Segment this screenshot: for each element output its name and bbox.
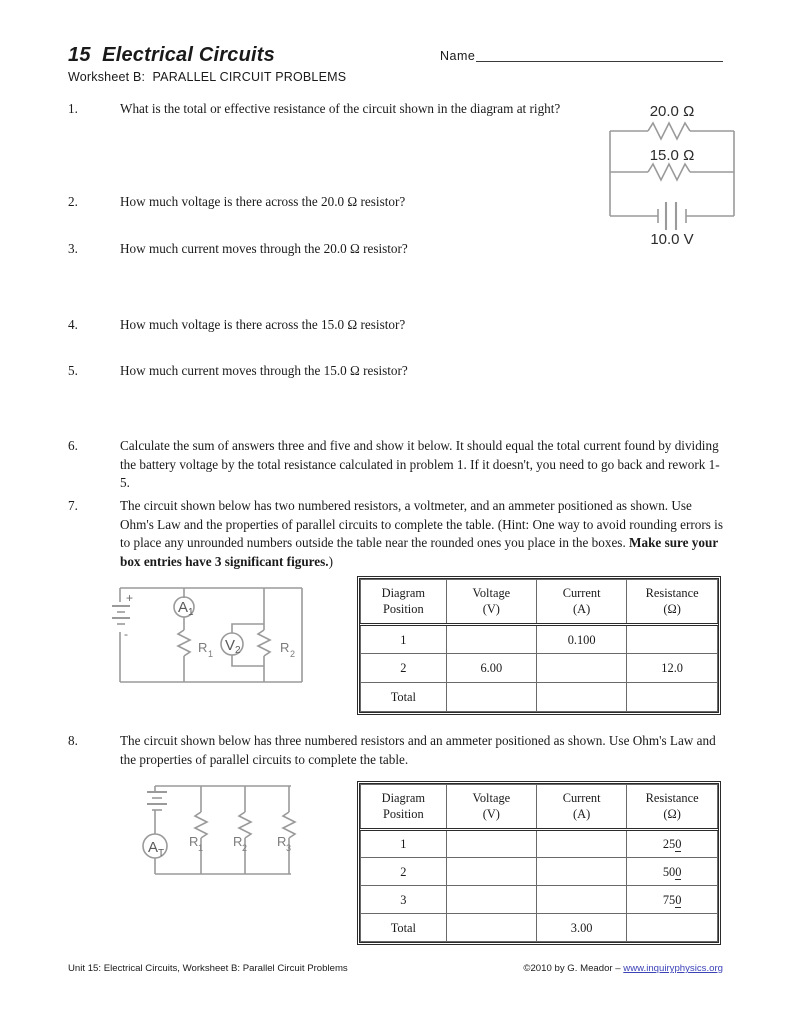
diagram7-battery-minus: - — [124, 627, 128, 641]
table8-r1-voltage[interactable] — [446, 830, 536, 858]
diagram8-ammeter-sub: T — [158, 848, 165, 859]
table8-r2-resistance[interactable] — [627, 858, 718, 886]
table7-total-voltage[interactable] — [446, 683, 536, 712]
question-4-number: 4. — [68, 317, 78, 332]
table7-total-position: Total — [361, 683, 447, 712]
table8-total-voltage[interactable] — [446, 914, 536, 942]
table8-r1-resistance[interactable] — [627, 830, 718, 858]
diagram7-voltmeter-label: V — [225, 637, 236, 654]
table8-header-voltage-l1: Voltage — [472, 791, 511, 805]
table7-header-row — [361, 580, 718, 625]
table8-header-position — [361, 785, 447, 830]
diagram8-resistor1-sub: 1 — [198, 843, 204, 853]
question-4-text: How much voltage is there across the 15.0 Ω resistor? — [120, 317, 406, 332]
question-3-number: 3. — [68, 241, 78, 256]
question-7-text — [120, 497, 723, 572]
diagram8-resistor2-sub: 2 — [242, 843, 248, 853]
question-6-number: 6. — [68, 438, 78, 453]
table7-header-position-l2: Position — [383, 602, 424, 617]
question-6 — [68, 437, 723, 493]
footer-copyright: ©2010 by G. Meador – — [523, 963, 624, 974]
table7-total-current[interactable] — [536, 683, 626, 712]
table8-header-position-l2: Position — [383, 807, 424, 822]
table7-r2-voltage[interactable]: 6.00 — [446, 654, 536, 683]
diagram8-resistor3-label: R — [277, 834, 287, 849]
table-row — [361, 886, 718, 914]
circuit-diagram-1 — [592, 98, 752, 253]
diagram8-resistor2-label: R — [233, 834, 243, 849]
table7-header-current — [536, 580, 626, 625]
table-row — [361, 858, 718, 886]
table8-r3-current[interactable] — [536, 886, 626, 914]
table-row — [361, 625, 718, 654]
question-3 — [68, 240, 548, 259]
question-4 — [68, 316, 548, 335]
table8-r3-resistance[interactable] — [627, 886, 718, 914]
question-8-text: The circuit shown below has three numbered resistors and an ammeter positioned as shown. Use Ohm's Law and the properties of parallel circuits to complete the table. — [120, 733, 716, 767]
table8-r1-resistance-value: 25 — [662, 837, 676, 852]
title-text: Electrical Circuits — [102, 44, 275, 66]
table8-r3-position: 3 — [361, 886, 447, 914]
table7-header-voltage-l2: (V) — [482, 602, 500, 617]
table8-total-position: Total — [361, 914, 447, 942]
diagram1-bottom-resistor-label: 15.0 Ω — [649, 147, 695, 164]
table-row — [361, 914, 718, 942]
table7-header-voltage — [446, 580, 536, 625]
table8-r3-voltage[interactable] — [446, 886, 536, 914]
footer-website-link[interactable]: www.inquiryphysics.org — [623, 963, 723, 974]
table8-r3-resistance-sigfig: 0 — [675, 892, 682, 907]
table8-r2-current[interactable] — [536, 858, 626, 886]
table8-header-voltage — [446, 785, 536, 830]
question-1-number: 1. — [68, 101, 78, 116]
table7-header-resistance — [627, 580, 718, 625]
table8-total-resistance[interactable] — [627, 914, 718, 942]
question-8 — [68, 732, 723, 769]
table7-header-current-l1: Current — [562, 586, 601, 600]
question-5-number: 5. — [68, 363, 78, 378]
table8-header-position-l1: Diagram — [381, 791, 426, 805]
table-row — [361, 654, 718, 683]
circuit-diagram-7 — [112, 580, 312, 697]
table8-header-current-l2: (A) — [573, 807, 591, 822]
table8-r2-voltage[interactable] — [446, 858, 536, 886]
table8-header-row — [361, 785, 718, 830]
table-question-8 — [357, 781, 721, 945]
question-2-number: 2. — [68, 194, 78, 209]
circuit-diagram-8 — [133, 778, 308, 888]
table7-r1-resistance[interactable] — [627, 625, 718, 654]
question-2 — [68, 193, 548, 212]
question-7-text-part1: The circuit shown below has two numbered resistors, a voltmeter, and an ammeter positioned as shown. Use Ohm's Law and the properties of parallel circuits to complete the table. (Hint: One way to avoid rounding errors is to place any unrounded numbers outside the table near the rounded ones you place in the boxes. — [120, 498, 723, 551]
table8-r3-resistance-value: 75 — [662, 892, 676, 907]
table7-total-resistance[interactable] — [627, 683, 718, 712]
table8-header-voltage-l2: (V) — [482, 807, 500, 822]
diagram7-resistor1-sub: 1 — [208, 649, 214, 659]
table8-r2-position: 2 — [361, 858, 447, 886]
table8-r2-resistance-value: 50 — [662, 864, 676, 879]
question-5-text: How much current moves through the 15.0 Ω resistor? — [120, 363, 408, 378]
diagram8-ammeter-label: A — [148, 839, 159, 856]
diagram7-ammeter-sub: 1 — [188, 607, 194, 618]
table8-header-current-l1: Current — [562, 791, 601, 805]
diagram8-resistor1-label: R — [189, 834, 199, 849]
diagram7-ammeter-label: A — [178, 599, 189, 616]
page-footer — [68, 963, 723, 974]
table8-header-current — [536, 785, 626, 830]
table7-r1-position: 1 — [361, 625, 447, 654]
question-7 — [68, 497, 723, 572]
question-1 — [68, 100, 588, 119]
table8-r1-current[interactable] — [536, 830, 626, 858]
table-row — [361, 683, 718, 712]
question-7-number: 7. — [68, 498, 78, 513]
footer-left-text: Unit 15: Electrical Circuits, Worksheet B: Parallel Circuit Problems — [68, 963, 348, 974]
table7-header-resistance-l2: (Ω) — [663, 602, 681, 617]
table7-header-position-l1: Diagram — [381, 586, 426, 600]
table7-r2-current[interactable] — [536, 654, 626, 683]
table8-total-current[interactable]: 3.00 — [536, 914, 626, 942]
page-title — [68, 44, 275, 67]
question-7-text-bold: Make sure your box entries have 3 significant figures. — [120, 535, 718, 570]
diagram7-voltmeter-sub: 2 — [235, 645, 241, 656]
table7-r1-current[interactable]: 0.100 — [536, 625, 626, 654]
name-field[interactable] — [440, 50, 723, 63]
question-3-text: How much current moves through the 20.0 Ω resistor? — [120, 241, 408, 256]
diagram1-top-resistor-label: 20.0 Ω — [649, 103, 695, 120]
unit-number: 15 — [68, 44, 91, 66]
table-row — [361, 830, 718, 858]
table8-header-resistance-l1: Resistance — [645, 791, 699, 805]
diagram7-resistor2-sub: 2 — [290, 649, 296, 659]
diagram8-resistor3-sub: 3 — [286, 843, 292, 853]
diagram7-battery-plus: + — [126, 591, 134, 605]
name-blank-line[interactable] — [476, 61, 723, 62]
table7-header-voltage-l1: Voltage — [472, 586, 511, 600]
table-question-7 — [357, 576, 721, 715]
table7-header-position — [361, 580, 447, 625]
name-label: Name — [440, 49, 476, 63]
table8-r1-resistance-sigfig: 0 — [675, 837, 682, 852]
question-6-text: Calculate the sum of answers three and five and show it below. It should equal the total current found by dividing the battery voltage by the total resistance calculated in problem 1. If it doesn't, you need to go back and rework 1-5. — [120, 438, 720, 491]
footer-right — [523, 963, 723, 974]
table7-r2-position: 2 — [361, 654, 447, 683]
question-7-text-part2: ) — [328, 554, 333, 570]
diagram1-battery-label: 10.0 V — [650, 231, 694, 248]
worksheet-subtitle: Worksheet B: PARALLEL CIRCUIT PROBLEMS — [68, 70, 347, 84]
question-1-text: What is the total or effective resistance of the circuit shown in the diagram at right? — [120, 101, 561, 116]
diagram7-resistor2-label: R — [280, 640, 290, 655]
table7-header-resistance-l1: Resistance — [645, 586, 699, 600]
table7-r1-voltage[interactable] — [446, 625, 536, 654]
table7-r2-resistance[interactable]: 12.0 — [627, 654, 718, 683]
question-2-text: How much voltage is there across the 20.0 Ω resistor? — [120, 194, 406, 209]
question-8-number: 8. — [68, 733, 78, 748]
table7-header-current-l2: (A) — [573, 602, 591, 617]
table8-header-resistance-l2: (Ω) — [663, 807, 681, 822]
table8-r2-resistance-sigfig: 0 — [675, 864, 682, 879]
table8-header-resistance — [627, 785, 718, 830]
table8-r1-position: 1 — [361, 830, 447, 858]
diagram7-resistor1-label: R — [198, 640, 208, 655]
question-5 — [68, 362, 548, 381]
